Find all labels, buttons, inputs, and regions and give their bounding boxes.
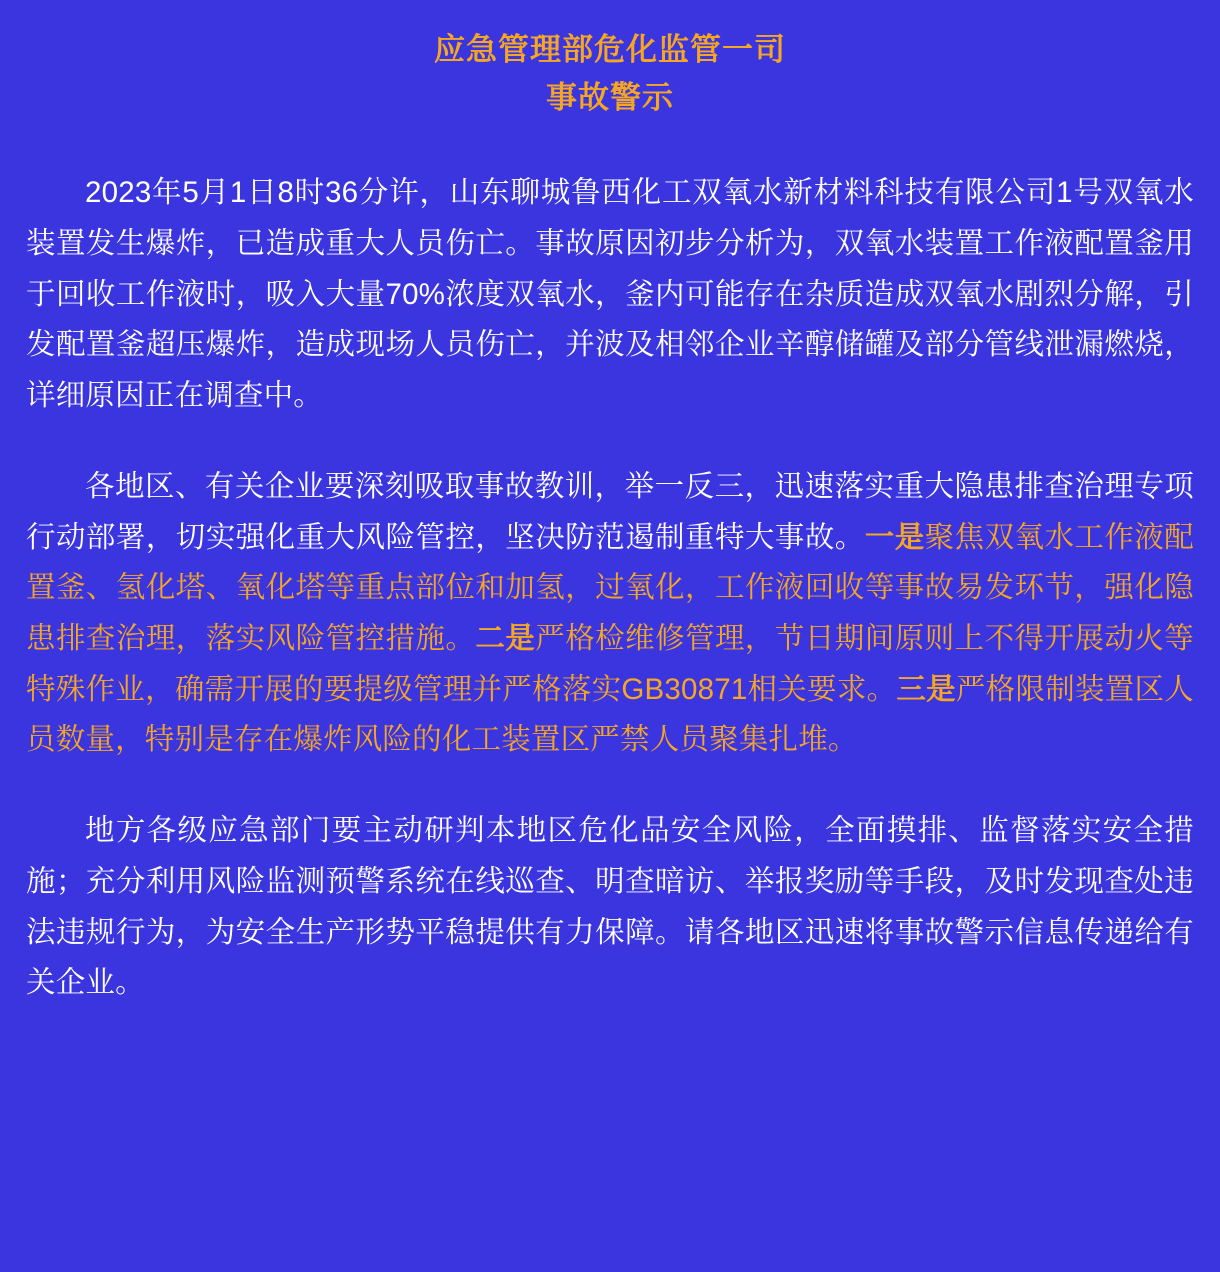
page-title-line-1: 应急管理部危化监管一司 [434, 32, 786, 67]
measure-marker-two: 二是 [475, 621, 536, 655]
document-header [26, 26, 1194, 122]
measure-marker-one: 一是 [864, 520, 925, 554]
page-title-line-2: 事故警示 [546, 80, 674, 116]
paragraph-local-departments [26, 806, 1194, 1009]
measure-marker-three: 三是 [896, 672, 956, 706]
text-segment: 各地区、有关企业要深刻吸取事故教训，举一反三，迅速落实重大隐患排查治理专项行动部署，切实强化重大风险管控，坚决防范遏制重特大事故。 [26, 469, 1194, 554]
text-segment: 2023年5月1日8时36分许，山东聊城鲁西化工双氧水新材料科技有限公司1号双氧水装置发生爆炸，已造成重大人员伤亡。事故原因初步分析为，双氧水装置工作液配置釜用于回收工作液时，吸入大量70%浓度双氧水，釜内可能存在杂质造成双氧水剧烈分解，引发配置釜超压爆炸，造成现场人员伤亡，并波及相邻企业辛醇储罐及部分管线泄漏燃烧，详细原因正在调查中。 [26, 176, 1194, 413]
measure-text-three: 严格限制装置区人员数量，特别是存在爆炸风险的化工装置区严禁人员聚集扎堆。 [26, 672, 1194, 757]
measure-text-one: 聚焦双氧水工作液配置釜、氢化塔、氧化塔等重点部位和加氢，过氧化，工作液回收等事故易发环节，强化隐患排查治理，落实风险管控措施。 [26, 520, 1194, 655]
paragraph-measures [26, 462, 1194, 766]
text-segment: 地方各级应急部门要主动研判本地区危化品安全风险，全面摸排、监督落实安全措施；充分利用风险监测预警系统在线巡查、明查暗访、举报奖励等手段，及时发现查处违法违规行为，为安全生产形势平稳提供有力保障。请各地区迅速将事故警示信息传递给有关企业。 [26, 814, 1194, 1000]
document-body [26, 168, 1194, 1009]
measure-text-two: 严格检维修管理，节日期间原则上不得开展动火等特殊作业，确需开展的要提级管理并严格落实GB30871相关要求。 [26, 621, 1194, 706]
paragraph-incident-description [26, 168, 1194, 422]
